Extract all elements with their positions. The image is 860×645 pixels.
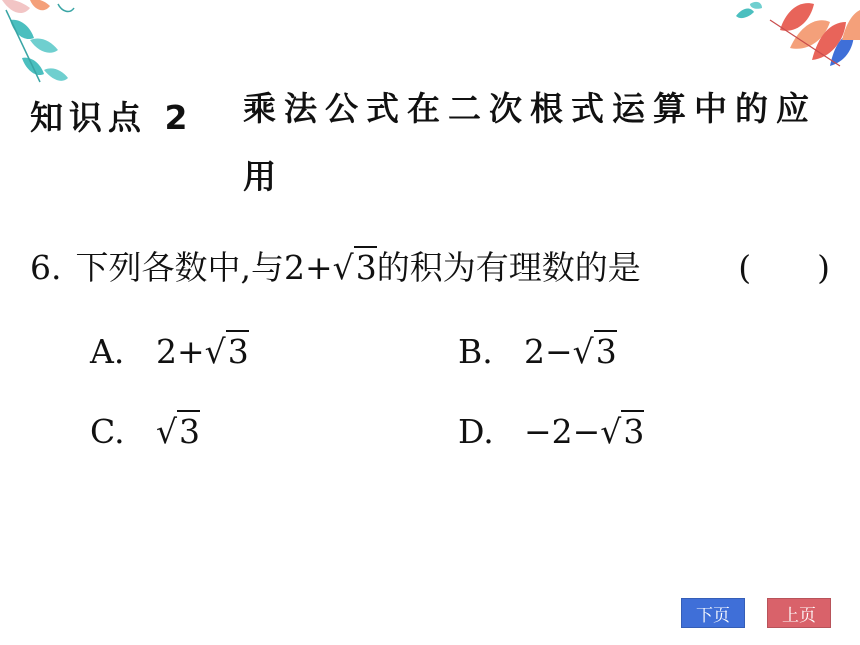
sqrt-expression: √3 [600, 412, 645, 451]
leaf-decoration-top-left [0, 0, 80, 90]
option-b [458, 332, 617, 371]
radicand: 3 [227, 332, 249, 371]
radicand: 3 [179, 412, 201, 451]
option-d [458, 412, 644, 451]
question-text-before: 下列各数中,与 [75, 248, 284, 287]
question-6 [30, 242, 830, 289]
sqrt-expression: √3 [156, 412, 201, 451]
answer-parentheses: ( ) [738, 248, 830, 287]
option-letter: B. [458, 332, 493, 371]
sqrt-expression: √3 [332, 248, 377, 287]
option-letter: D. [458, 412, 494, 451]
question-expression-prefix: 2+ [284, 248, 333, 287]
option-prefix: −2− [524, 412, 601, 451]
question-number: 6. [30, 248, 62, 287]
option-prefix: 2− [524, 332, 573, 371]
option-a [90, 332, 249, 371]
option-prefix: 2+ [156, 332, 205, 371]
radicand: 3 [595, 332, 617, 371]
radicand: 3 [355, 248, 377, 287]
knowledge-point-label: 知识点 2 [30, 98, 194, 137]
option-letter: C. [90, 412, 125, 451]
knowledge-point-title: 乘法公式在二次根式运算中的应用 [243, 89, 817, 196]
leaf-decoration-top-right [730, 0, 860, 70]
sqrt-expression: √3 [204, 332, 249, 371]
option-c [90, 412, 200, 451]
question-text-after: 的积为有理数的是 [376, 248, 641, 287]
sqrt-expression: √3 [572, 332, 617, 371]
radicand: 3 [623, 412, 645, 451]
option-letter: A. [90, 332, 125, 371]
previous-page-button[interactable]: 上页 [767, 598, 831, 628]
next-page-button[interactable]: 下页 [681, 598, 745, 628]
